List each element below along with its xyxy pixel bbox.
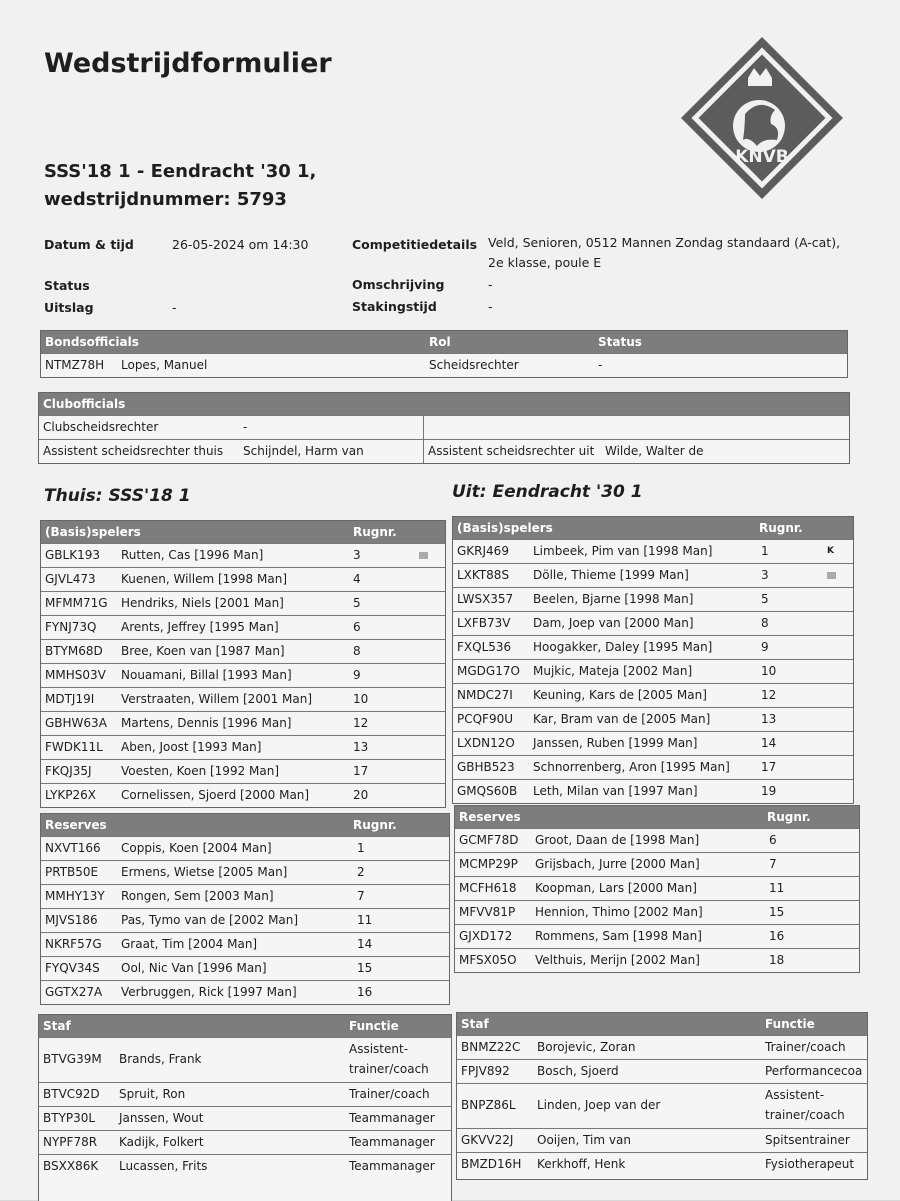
status-label: Status bbox=[44, 278, 90, 293]
player-rugnr: 10 bbox=[761, 664, 777, 678]
logo-text: KNVB bbox=[735, 147, 789, 167]
player-code: BTYM68D bbox=[45, 644, 103, 658]
player-code: MDTJ19I bbox=[45, 692, 95, 706]
clubofficials-header bbox=[39, 393, 849, 415]
player-name: Martens, Dennis [1996 Man] bbox=[121, 716, 292, 730]
staff-code: BNMZ22C bbox=[461, 1040, 521, 1054]
player-row bbox=[455, 924, 859, 948]
player-name: Dam, Joep van [2000 Man] bbox=[533, 616, 694, 630]
player-row bbox=[41, 860, 449, 884]
staff-functie: Performancecoa bbox=[765, 1064, 863, 1078]
staff-code: BSXX86K bbox=[43, 1159, 99, 1173]
player-row bbox=[41, 908, 449, 932]
player-rugnr: 19 bbox=[761, 784, 777, 798]
player-code: LWSX357 bbox=[457, 592, 514, 606]
staff-code: BTYP30L bbox=[43, 1111, 96, 1125]
player-rugnr: 5 bbox=[353, 596, 361, 610]
player-name: Keuning, Kars de [2005 Man] bbox=[533, 688, 707, 702]
staff-functie-line2: trainer/coach bbox=[349, 1062, 429, 1076]
staff-name: Ooijen, Tim van bbox=[537, 1133, 631, 1147]
staff-row bbox=[457, 1083, 867, 1128]
competitie-line2: 2e klasse, poule E bbox=[488, 255, 602, 270]
player-rugnr: 20 bbox=[353, 788, 369, 802]
staff-functie: Trainer/coach bbox=[349, 1087, 430, 1101]
away-reserves-header-label: Reserves bbox=[459, 810, 521, 824]
home-functie-header: Functie bbox=[349, 1019, 399, 1033]
player-row bbox=[41, 980, 449, 1004]
player-name: Coppis, Koen [2004 Man] bbox=[121, 841, 272, 855]
player-rugnr: 9 bbox=[761, 640, 769, 654]
staff-name: Lucassen, Frits bbox=[119, 1159, 208, 1173]
staff-code: BMZD16H bbox=[461, 1157, 522, 1171]
datum-value: 26-05-2024 om 14:30 bbox=[172, 237, 309, 252]
player-rugnr: 8 bbox=[761, 616, 769, 630]
staff-functie: Spitsentrainer bbox=[765, 1133, 850, 1147]
bondsofficial-row bbox=[41, 353, 847, 377]
player-code: GBLK193 bbox=[45, 548, 100, 562]
player-name: Koopman, Lars [2000 Man] bbox=[535, 881, 697, 895]
player-row bbox=[41, 932, 449, 956]
player-code: FYNJ73Q bbox=[45, 620, 97, 634]
staff-code: GKVV22J bbox=[461, 1133, 514, 1147]
match-number: wedstrijdnummer: 5793 bbox=[44, 189, 287, 210]
assistent-row bbox=[39, 439, 849, 463]
player-code: MJVS186 bbox=[45, 913, 98, 927]
knvb-lion-logo-icon bbox=[680, 34, 845, 204]
player-code: FWDK11L bbox=[45, 740, 103, 754]
player-rugnr: 10 bbox=[353, 692, 369, 706]
staff-name: Brands, Frank bbox=[119, 1052, 202, 1066]
player-rugnr: 13 bbox=[761, 712, 777, 726]
player-row bbox=[41, 663, 445, 687]
bondsofficials-header bbox=[41, 331, 847, 353]
away-functie-header: Functie bbox=[765, 1017, 815, 1031]
player-rugnr: 9 bbox=[353, 668, 361, 682]
staff-row bbox=[457, 1152, 867, 1176]
official-code: NTMZ78H bbox=[45, 358, 105, 372]
match-teams: SSS'18 1 - Eendracht '30 1, bbox=[44, 161, 317, 182]
staff-name: Spruit, Ron bbox=[119, 1087, 186, 1101]
official-role: Scheidsrechter bbox=[429, 358, 519, 372]
player-row bbox=[453, 731, 853, 755]
player-code: GJXD172 bbox=[459, 929, 513, 943]
player-rugnr: 6 bbox=[353, 620, 361, 634]
staff-code: BNPZ86L bbox=[461, 1098, 516, 1112]
player-row bbox=[453, 683, 853, 707]
home-staf-table bbox=[38, 1014, 452, 1201]
staff-name: Linden, Joep van der bbox=[537, 1098, 661, 1112]
player-rugnr: 2 bbox=[357, 865, 365, 879]
staff-functie: Teammanager bbox=[349, 1159, 435, 1173]
player-name: Ool, Nic Van [1996 Man] bbox=[121, 961, 267, 975]
player-rugnr: 13 bbox=[353, 740, 369, 754]
player-rugnr: 3 bbox=[353, 548, 361, 562]
player-row bbox=[455, 852, 859, 876]
competitie-line1: Veld, Senioren, 0512 Mannen Zondag standaard (A-cat), bbox=[488, 235, 841, 250]
player-row bbox=[453, 659, 853, 683]
player-code: NMDC27I bbox=[457, 688, 513, 702]
stakingstijd-value: - bbox=[488, 299, 493, 314]
bondsofficials-table bbox=[40, 330, 848, 378]
player-row bbox=[41, 735, 445, 759]
player-code: LXFB73V bbox=[457, 616, 511, 630]
player-name: Hoogakker, Daley [1995 Man] bbox=[533, 640, 713, 654]
player-name: Voesten, Koen [1992 Man] bbox=[121, 764, 280, 778]
player-code: MMHY13Y bbox=[45, 889, 105, 903]
player-name: Rommens, Sam [1998 Man] bbox=[535, 929, 702, 943]
official-status: - bbox=[598, 358, 603, 372]
staff-name: Borojevic, Zoran bbox=[537, 1040, 636, 1054]
staff-row bbox=[457, 1035, 867, 1059]
player-name: Grijsbach, Jurre [2000 Man] bbox=[535, 857, 700, 871]
player-rugnr: 7 bbox=[769, 857, 777, 871]
match-heading bbox=[44, 158, 316, 214]
status-header: Status bbox=[598, 335, 642, 349]
selection-marker-icon bbox=[419, 552, 428, 559]
player-code: GGTX27A bbox=[45, 985, 103, 999]
player-rugnr: 12 bbox=[353, 716, 369, 730]
staff-code: NYPF78R bbox=[43, 1135, 98, 1149]
player-code: NXVT166 bbox=[45, 841, 101, 855]
player-code: LXDN12O bbox=[457, 736, 515, 750]
player-row bbox=[455, 900, 859, 924]
player-row bbox=[41, 884, 449, 908]
away-rugnr-header: Rugnr. bbox=[759, 521, 803, 535]
player-name: Beelen, Bjarne [1998 Man] bbox=[533, 592, 694, 606]
player-rugnr: 1 bbox=[357, 841, 365, 855]
player-row bbox=[41, 759, 445, 783]
home-reserves-header-label: Reserves bbox=[45, 818, 107, 832]
player-name: Nouamani, Billal [1993 Man] bbox=[121, 668, 292, 682]
player-code: MGDG17O bbox=[457, 664, 520, 678]
player-code: MFMM71G bbox=[45, 596, 108, 610]
player-name: Dölle, Thieme [1999 Man] bbox=[533, 568, 689, 582]
stakingstijd-label: Stakingstijd bbox=[352, 299, 437, 314]
staff-row bbox=[39, 1106, 451, 1130]
player-code: MCFH618 bbox=[459, 881, 517, 895]
staff-row bbox=[457, 1128, 867, 1152]
player-code: GBHB523 bbox=[457, 760, 515, 774]
player-rugnr: 17 bbox=[353, 764, 369, 778]
player-code: MFSX05O bbox=[459, 953, 517, 967]
staff-functie: Assistent- bbox=[765, 1088, 825, 1102]
home-reserves-rugnr-header: Rugnr. bbox=[353, 818, 397, 832]
player-name: Leth, Milan van [1997 Man] bbox=[533, 784, 698, 798]
omschrijving-value: - bbox=[488, 277, 493, 292]
player-rugnr: 8 bbox=[353, 644, 361, 658]
player-name: Hennion, Thimo [2002 Man] bbox=[535, 905, 703, 919]
player-code: MCMP29P bbox=[459, 857, 518, 871]
player-name: Pas, Tymo van de [2002 Man] bbox=[121, 913, 299, 927]
player-name: Kuenen, Willem [1998 Man] bbox=[121, 572, 288, 586]
player-row bbox=[453, 563, 853, 587]
away-basis-header bbox=[453, 517, 853, 539]
player-name: Hendriks, Niels [2001 Man] bbox=[121, 596, 284, 610]
assistent-uit-label: Assistent scheidsrechter uit bbox=[428, 444, 595, 458]
uitslag-label: Uitslag bbox=[44, 300, 94, 315]
player-rugnr: 16 bbox=[769, 929, 785, 943]
staff-code: BTVC92D bbox=[43, 1087, 100, 1101]
player-row bbox=[455, 828, 859, 852]
staff-row bbox=[39, 1037, 451, 1082]
staff-name: Kadijk, Folkert bbox=[119, 1135, 204, 1149]
player-rugnr: 15 bbox=[357, 961, 373, 975]
home-basis-header-label: (Basis)spelers bbox=[45, 525, 141, 539]
away-staf-header bbox=[457, 1013, 867, 1035]
player-row bbox=[453, 755, 853, 779]
player-rugnr: 3 bbox=[761, 568, 769, 582]
player-code: PCQF90U bbox=[457, 712, 514, 726]
player-row bbox=[41, 783, 445, 807]
player-name: Schnorrenberg, Aron [1995 Man] bbox=[533, 760, 730, 774]
player-rugnr: 12 bbox=[761, 688, 777, 702]
staff-code: FPJV892 bbox=[461, 1064, 510, 1078]
away-basis-header-label: (Basis)spelers bbox=[457, 521, 553, 535]
staff-name: Janssen, Wout bbox=[119, 1111, 204, 1125]
player-code: LYKP26X bbox=[45, 788, 97, 802]
player-row bbox=[41, 543, 445, 567]
staff-functie: Trainer/coach bbox=[765, 1040, 846, 1054]
player-rugnr: 4 bbox=[353, 572, 361, 586]
away-reserves-header bbox=[455, 806, 859, 828]
player-row bbox=[41, 956, 449, 980]
away-reserves-table bbox=[454, 805, 860, 973]
player-name: Mujkic, Mateja [2002 Man] bbox=[533, 664, 693, 678]
staff-row bbox=[39, 1154, 451, 1178]
player-code: GMQS60B bbox=[457, 784, 518, 798]
player-row bbox=[41, 567, 445, 591]
clubscheidsrechter-row bbox=[39, 415, 849, 439]
player-code: FXQL536 bbox=[457, 640, 512, 654]
player-row bbox=[453, 611, 853, 635]
staff-row bbox=[39, 1130, 451, 1154]
player-code: MFVV81P bbox=[459, 905, 516, 919]
player-name: Kar, Bram van de [2005 Man] bbox=[533, 712, 711, 726]
player-name: Rongen, Sem [2003 Man] bbox=[121, 889, 274, 903]
staff-functie: Teammanager bbox=[349, 1111, 435, 1125]
player-row bbox=[41, 711, 445, 735]
player-name: Aben, Joost [1993 Man] bbox=[121, 740, 262, 754]
player-row bbox=[453, 707, 853, 731]
player-code: PRTB50E bbox=[45, 865, 99, 879]
player-name: Cornelissen, Sjoerd [2000 Man] bbox=[121, 788, 310, 802]
home-basis-table bbox=[40, 520, 446, 808]
home-reserves-header bbox=[41, 814, 449, 836]
player-row bbox=[453, 779, 853, 803]
omschrijving-label: Omschrijving bbox=[352, 277, 445, 292]
away-reserves-rugnr-header: Rugnr. bbox=[767, 810, 811, 824]
player-name: Groot, Daan de [1998 Man] bbox=[535, 833, 700, 847]
player-row bbox=[455, 948, 859, 972]
player-rugnr: 18 bbox=[769, 953, 785, 967]
player-row bbox=[453, 587, 853, 611]
clubscheidsrechter-value: - bbox=[243, 420, 248, 434]
player-row bbox=[453, 539, 853, 563]
competitie-label: Competitiedetails bbox=[352, 237, 478, 252]
home-staf-header bbox=[39, 1015, 451, 1037]
player-rugnr: 7 bbox=[357, 889, 365, 903]
assistent-thuis-label: Assistent scheidsrechter thuis bbox=[43, 444, 224, 458]
datum-label: Datum & tijd bbox=[44, 237, 134, 252]
staff-row bbox=[39, 1082, 451, 1106]
away-staf-table bbox=[456, 1012, 868, 1180]
player-rugnr: 14 bbox=[357, 937, 373, 951]
player-rugnr: 16 bbox=[357, 985, 373, 999]
clubscheidsrechter-label: Clubscheidsrechter bbox=[43, 420, 159, 434]
away-team-title: Uit: Eendracht '30 1 bbox=[452, 482, 643, 502]
player-row bbox=[455, 876, 859, 900]
player-name: Velthuis, Merijn [2002 Man] bbox=[535, 953, 700, 967]
player-row bbox=[41, 836, 449, 860]
player-row bbox=[41, 687, 445, 711]
staff-functie: Assistent- bbox=[349, 1042, 409, 1056]
player-code: NKRF57G bbox=[45, 937, 102, 951]
player-code: GJVL473 bbox=[45, 572, 96, 586]
player-name: Arents, Jeffrey [1995 Man] bbox=[121, 620, 279, 634]
selection-marker-icon bbox=[827, 572, 836, 579]
player-code: GKRJ469 bbox=[457, 544, 509, 558]
player-name: Rutten, Cas [1996 Man] bbox=[121, 548, 264, 562]
staff-functie: Teammanager bbox=[349, 1135, 435, 1149]
player-code: GBHW63A bbox=[45, 716, 107, 730]
player-name: Ermens, Wietse [2005 Man] bbox=[121, 865, 288, 879]
player-rugnr: 14 bbox=[761, 736, 777, 750]
player-code: FKQJ35J bbox=[45, 764, 92, 778]
player-code: MMHS03V bbox=[45, 668, 106, 682]
captain-marker: K bbox=[827, 546, 834, 556]
player-name: Janssen, Ruben [1999 Man] bbox=[533, 736, 698, 750]
player-rugnr: 11 bbox=[357, 913, 373, 927]
player-name: Limbeek, Pim van [1998 Man] bbox=[533, 544, 713, 558]
home-reserves-table bbox=[40, 813, 450, 1005]
player-row bbox=[41, 615, 445, 639]
assistent-uit-value: Wilde, Walter de bbox=[605, 444, 704, 458]
player-rugnr: 15 bbox=[769, 905, 785, 919]
player-code: FYQV34S bbox=[45, 961, 100, 975]
uitslag-value: - bbox=[172, 300, 177, 315]
away-staf-header-label: Staf bbox=[461, 1017, 489, 1031]
player-code: GCMF78D bbox=[459, 833, 519, 847]
player-row bbox=[41, 639, 445, 663]
assistent-thuis-value: Schijndel, Harm van bbox=[243, 444, 364, 458]
home-basis-header bbox=[41, 521, 445, 543]
page-title: Wedstrijdformulier bbox=[44, 48, 332, 79]
player-rugnr: 11 bbox=[769, 881, 785, 895]
player-code: LXKT88S bbox=[457, 568, 510, 582]
away-basis-table bbox=[452, 516, 854, 804]
official-name: Lopes, Manuel bbox=[121, 358, 208, 372]
player-row bbox=[453, 635, 853, 659]
staff-functie-line2: trainer/coach bbox=[765, 1108, 845, 1122]
home-team-title: Thuis: SSS'18 1 bbox=[44, 486, 191, 506]
clubofficials-table bbox=[38, 392, 850, 464]
home-rugnr-header: Rugnr. bbox=[353, 525, 397, 539]
player-rugnr: 1 bbox=[761, 544, 769, 558]
rol-header: Rol bbox=[429, 335, 451, 349]
clubofficials-header-label: Clubofficials bbox=[43, 397, 126, 411]
player-name: Bree, Koen van [1987 Man] bbox=[121, 644, 285, 658]
staff-name: Bosch, Sjoerd bbox=[537, 1064, 619, 1078]
staff-row bbox=[457, 1059, 867, 1083]
player-name: Graat, Tim [2004 Man] bbox=[121, 937, 258, 951]
bondsofficials-header-label: Bondsofficials bbox=[45, 335, 139, 349]
player-name: Verstraaten, Willem [2001 Man] bbox=[121, 692, 313, 706]
player-row bbox=[41, 591, 445, 615]
player-rugnr: 5 bbox=[761, 592, 769, 606]
player-rugnr: 17 bbox=[761, 760, 777, 774]
player-name: Verbruggen, Rick [1997 Man] bbox=[121, 985, 297, 999]
home-staf-header-label: Staf bbox=[43, 1019, 71, 1033]
staff-code: BTVG39M bbox=[43, 1052, 102, 1066]
staff-functie: Fysiotherapeut bbox=[765, 1157, 855, 1171]
staff-name: Kerkhoff, Henk bbox=[537, 1157, 626, 1171]
player-rugnr: 6 bbox=[769, 833, 777, 847]
